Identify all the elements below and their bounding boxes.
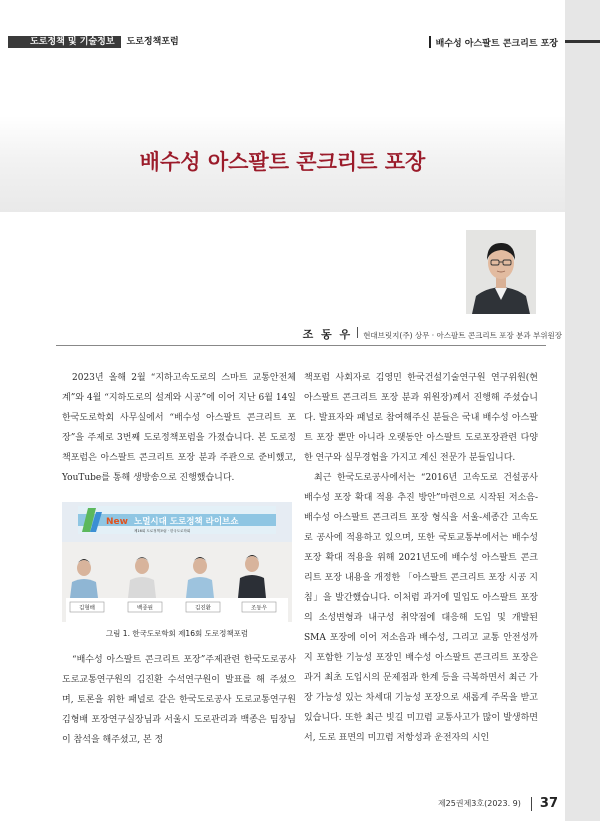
author-rule <box>56 345 546 346</box>
author-name: 조 동 우 <box>302 328 353 341</box>
body-paragraph: 최근 한국도로공사에서는 “2016년 고속도로 건설공사 배수성 포장 확대 적용 추진 방안”마련으로 시작된 저소음-배수성 아스팔트 콘크리트 포장 형식을 서울-세종간 고속도로 공사에 적용하고 있으며, 또한 국토교통부에서는 배수성 포장 확대 적용을 위해 2021년도에 배수성 아스팔트 콘크리트 포장 내용을 개정한 「아스팔트 콘크리트 포장 시공 지침」을 발간했습니다. 이처럼 과거에 밀입도 아스팔트 포장의 소성변형과 내구성 취약점에 대응해 도입 및 개발된 SMA 포장에 이어 저소음과 배수성, 그리고 교통 안전성까지 포함한 기능성 포장인 배수성 아스팔트 콘크리트 포장은 과거 최초 도입시의 문제점과 한계 등을 극복하면서 최근 가장 가능성 있는 차세대 기능성 포장으로 새롭게 주목을 받고 있습니다. 또한 최근 빗길 미끄럼 교통사고가 많이 발생하면서, 도로 표면의 미끄럼 저항성과 운전자의 시인 <box>304 473 538 743</box>
banner-title-text: 노멀시대 도로정책 라이브쇼 <box>134 517 239 527</box>
page-number: 37 <box>539 796 558 811</box>
right-margin-strip <box>565 0 600 821</box>
banner-new-text: New <box>106 517 128 527</box>
header-category: 도로정책 및 기술정보 <box>8 36 121 48</box>
nameplate: 김진환 <box>195 605 211 612</box>
header-article-tag: 배수성 아스팔트 콘크리트 포장 <box>435 38 558 49</box>
nameplate: 백종원 <box>137 605 153 612</box>
footer-divider <box>531 797 532 811</box>
page-footer <box>438 796 558 811</box>
body-paragraph: 2023년 올해 2월 “지하고속도로의 스마트 교통안전체계”와 4월 “지하도로의 설계와 시공”에 이어 지난 6월 14일 한국도로학회 사무실에서 “배수성 아스팔트 콘크리트 포장”을 주제로 3번째 도로정책포럼을 가졌습니다. 본 도로정책포럼은 아스팔트 콘크리트 포장 분과 주관으로 준비했고, YouTube를 통해 생방송으로 진행했습니다. <box>62 373 296 483</box>
header-section: 도로정책포럼 <box>126 37 179 47</box>
running-header-left <box>8 36 179 48</box>
author-line <box>303 326 562 342</box>
nameplate: 김형배 <box>79 605 95 612</box>
forum-photo <box>62 502 292 622</box>
figure-caption: 그림 1. 한국도로학회 제16회 도로정책포럼 <box>105 629 249 638</box>
body-column-right <box>304 368 538 748</box>
body-paragraph: 책포럼 사회자로 김영민 한국건설기술연구원 연구위원(현 아스팔트 콘크리트 포장 분과 위원장)께서 진행해 주셨습니다. 발표자와 패널로 참여해주신 분들은 국내 배수성 아스팔트 포장 뿐만 아니라 오랫동안 아스팔트 도로포장관련 다양한 연구와 실무경험을 가지고 계신 전문가 분들입니다. <box>304 373 538 463</box>
body-paragraph: “배수성 아스팔트 콘크리트 포장”주제관련 한국도로공사 도로교통연구원의 김진환 수석연구원이 발표를 해 주셨으며, 토론을 위한 패널로 같은 한국도로공사 도로교통연구원 김형배 포장연구실장님과 서울시 도로관리과 백종은 팀장님이 참석을 해주셨고, 본 정 <box>62 655 296 745</box>
header-divider <box>429 36 431 48</box>
banner-subtitle-text: 제16회 도로정책포럼 · 한국도로학회 <box>134 529 191 533</box>
body-column-left <box>62 368 296 488</box>
article-title: 배수성 아스팔트 콘크리트 포장 <box>139 150 426 174</box>
author-separator <box>357 327 358 338</box>
nameplate: 조동우 <box>251 605 267 612</box>
author-portrait <box>466 230 536 314</box>
running-header-right <box>429 35 558 49</box>
author-affiliation: 현대브릿지(주) 상무 · 아스팔트 콘크리트 포장 분과 부위원장 <box>363 331 562 340</box>
issue-info: 제25권제3호(2023. 9) <box>437 799 521 808</box>
body-column-left-lower <box>62 650 296 750</box>
strip-marker <box>565 40 600 43</box>
